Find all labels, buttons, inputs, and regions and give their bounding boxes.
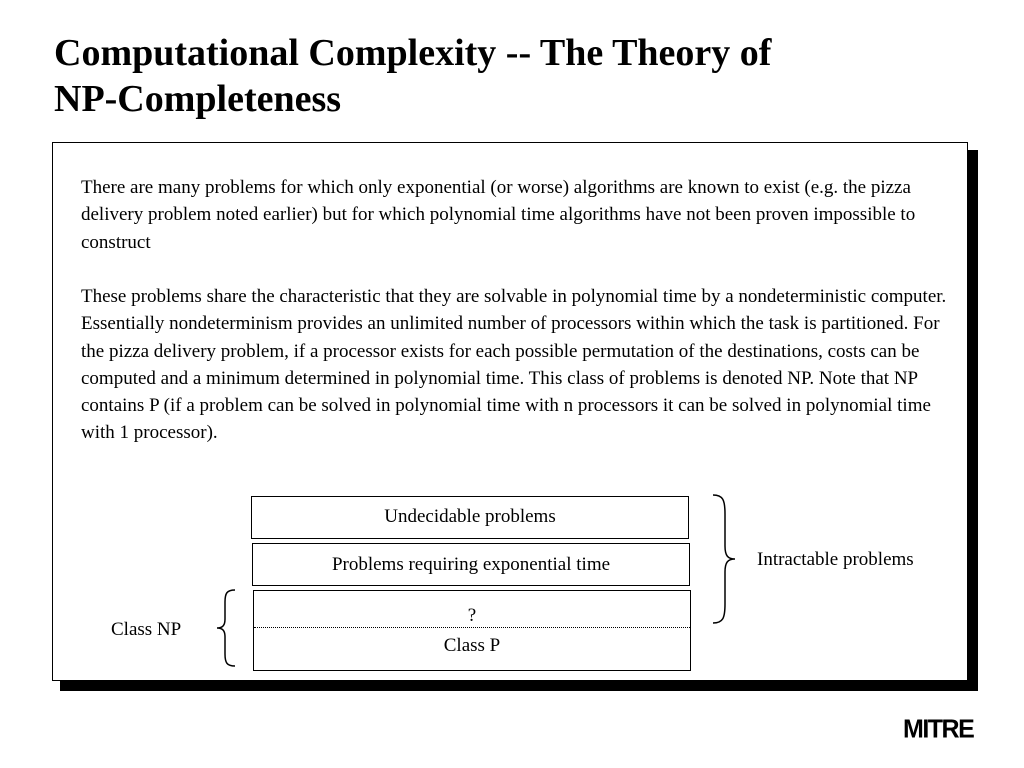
class-np-left-brace	[213, 589, 243, 667]
undecidable-problems-box	[251, 496, 689, 539]
mitre-logo: MITRE	[903, 714, 974, 744]
np-p-dotted-divider	[254, 627, 690, 628]
slide-title-line-1: Computational Complexity -- The Theory of	[54, 32, 772, 74]
np-unknown-label: ?	[467, 605, 477, 626]
exponential-time-label: Problems requiring exponential time	[331, 554, 611, 575]
paragraph-exponential-problems: There are many problems for which only exponential (or worse) algorithms are known to exist (e.g. the pizza delivery problem noted earlier) but for which polynomial time algorithms have not been proven impossible to construct	[81, 177, 916, 253]
paragraph-nondeterminism: These problems share the characteristic that they are solvable in polynomial time by a nondeterministic computer. Essentially nondeterminism provides an unlimited number of processors within which the task is partitioned. For the pizza delivery problem, if a processor exists for each possible permutation of the destinations, costs can be computed and a minimum determined in polynomial time. This class of problems is denoted NP. Note that NP contains P (if a problem can be solved in polynomial time with n processors it can be solved in polynomial time with 1 processor).	[81, 286, 947, 444]
exponential-time-box	[252, 543, 690, 586]
intractable-right-brace	[711, 494, 745, 624]
class-np-box	[253, 590, 691, 671]
class-p-label: Class P	[443, 635, 501, 656]
slide-title	[54, 30, 974, 122]
class-np-label: Class NP	[111, 619, 182, 640]
slide-title-line-2: NP-Completeness	[54, 78, 342, 120]
intractable-problems-label: Intractable problems	[757, 549, 914, 570]
content-panel	[52, 142, 968, 681]
undecidable-problems-label: Undecidable problems	[384, 506, 556, 527]
